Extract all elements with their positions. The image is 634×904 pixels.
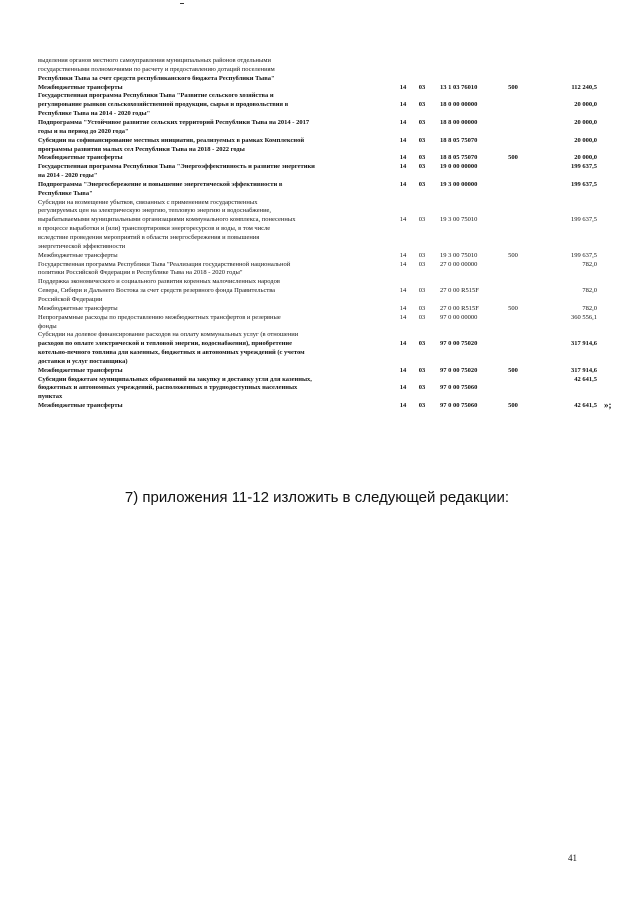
row-description: программы развития малых сел Республики Тыва на 2018 - 2022 годы <box>38 145 245 153</box>
target-code: 13 1 03 76010 <box>440 83 478 91</box>
row-description: Непрограммные расходы по предоставлению межбюджетных трансфертов и резервные <box>38 313 281 321</box>
expense-type-code: 500 <box>508 304 518 312</box>
row-description: энергетической эффективности <box>38 242 126 250</box>
target-code: 18 8 05 75070 <box>440 136 478 144</box>
section-code: 14 <box>399 136 407 144</box>
section-code: 14 <box>399 101 407 109</box>
row-description: Межбюджетные трансферты <box>38 154 123 162</box>
row-description: регулируемых цен на электрическую энергию, тепловую энергию и водоснабжение, <box>38 207 272 215</box>
subsection-code: 03 <box>418 136 426 144</box>
page-number: 41 <box>568 853 577 863</box>
target-code: 27 0 00 R515F <box>440 287 479 295</box>
row-description: Субсидии на возмещение убытков, связанных с применением государственных <box>38 198 258 206</box>
target-code: 19 3 00 75010 <box>440 251 478 259</box>
row-description: Межбюджетные трансферты <box>38 251 118 259</box>
row-description: вследствие проведения мероприятий в области энергосбережения и повышения <box>38 234 260 241</box>
target-code: 19 3 00 00000 <box>440 180 478 188</box>
amount: 199 637,5 <box>571 216 597 224</box>
section-code: 14 <box>399 260 407 268</box>
scan-mark <box>180 3 184 4</box>
row-description: Государственная программа Республики Тыва "Развитие сельского хозяйства и <box>38 92 274 100</box>
section-code: 14 <box>399 287 407 295</box>
subsection-code: 03 <box>418 163 426 171</box>
row-description: политики Российской Федерации в Республике Тыва на 2018 - 2020 годы" <box>38 269 243 277</box>
row-description: в процессе выработки и (или) транспортировки энергоресурсов и воды, в том числе <box>38 225 271 233</box>
subsection-code: 03 <box>418 340 426 348</box>
subsection-code: 03 <box>418 313 426 321</box>
target-code: 27 0 00 R515F <box>440 304 479 312</box>
target-code: 18 8 05 75070 <box>440 154 478 162</box>
expense-type-code: 500 <box>508 83 518 91</box>
subsection-code: 03 <box>418 260 426 268</box>
amount: 20 000,0 <box>574 154 597 162</box>
row-description: Межбюджетные трансферты <box>38 83 123 91</box>
amount: 317 914,6 <box>571 366 597 374</box>
amount: 782,0 <box>582 260 597 268</box>
section-code: 14 <box>399 366 407 374</box>
amount: 112 240,5 <box>571 83 597 91</box>
target-code: 97 0 00 75060 <box>440 384 478 392</box>
section-code: 14 <box>399 251 407 259</box>
subsection-code: 03 <box>418 101 426 109</box>
amount: 782,0 <box>582 287 597 295</box>
row-description: Российской Федерации <box>38 295 103 303</box>
subsection-code: 03 <box>418 251 426 259</box>
target-code: 18 8 00 00000 <box>440 118 478 126</box>
row-description: пунктах <box>38 393 63 401</box>
target-code: 19 0 00 00000 <box>440 163 478 171</box>
target-code: 19 3 00 75010 <box>440 216 478 224</box>
subsection-code: 03 <box>418 118 426 126</box>
subsection-code: 03 <box>418 402 426 410</box>
target-code: 27 0 00 00000 <box>440 260 478 268</box>
expense-type-code: 500 <box>508 154 518 162</box>
subsection-code: 03 <box>418 154 426 162</box>
section-code: 14 <box>399 313 407 321</box>
row-description: Межбюджетные трансферты <box>38 366 123 374</box>
section-code: 14 <box>399 216 407 224</box>
amount: 20 000,0 <box>574 118 597 126</box>
amount: 782,0 <box>582 304 597 312</box>
section-code: 14 <box>399 83 407 91</box>
amount: 20 000,0 <box>574 136 597 144</box>
amount: 317 914,6 <box>571 340 597 348</box>
amount: 42 641,5 <box>574 375 597 383</box>
target-code: 97 0 00 75020 <box>440 366 478 374</box>
row-description: Государственная программа Республики Тыва "Реализация государственной национальной <box>38 260 291 268</box>
section-code: 14 <box>399 402 407 410</box>
row-description: котельно-печного топлива для казенных, бюджетных и автономных учреждений (с учетом <box>38 349 305 357</box>
expense-type-code: 500 <box>508 251 518 259</box>
row-description: расходов по оплате электрической и тепловой энергии, водоснабжения), приобретение <box>38 340 292 348</box>
row-description: доставки и услуг поставщика) <box>38 357 128 365</box>
row-description: вырабатываемыми муниципальными организациями коммунального комплекса, понесенных <box>38 216 296 224</box>
amount: 20 000,0 <box>574 101 597 109</box>
subsection-code: 03 <box>418 384 426 392</box>
section-code: 14 <box>399 180 407 188</box>
subsection-code: 03 <box>418 83 426 91</box>
target-code: 97 0 00 75020 <box>440 340 478 348</box>
row-description: Межбюджетные трансферты <box>38 304 118 312</box>
subsection-code: 03 <box>418 287 426 295</box>
target-code: 97 0 00 00000 <box>440 313 478 321</box>
section-code: 14 <box>399 118 407 126</box>
closing-quote-mark: »; <box>604 400 612 411</box>
target-code: 97 0 00 75060 <box>440 402 478 410</box>
row-description: бюджетных и автономных учреждений, расположенных в труднодоступных населенных <box>38 384 298 392</box>
row-description: регулирование рынков сельскохозяйственной продукции, сырья и продовольствия в <box>38 101 289 109</box>
section-code: 14 <box>399 163 407 171</box>
row-description: выделения органов местного самоуправления муниципальных районов отдельными <box>38 57 271 64</box>
amount: 360 556,1 <box>571 313 597 321</box>
row-description: Республике Тыва на 2014 - 2020 годы" <box>38 110 151 118</box>
row-description: на 2014 - 2020 годы" <box>38 172 98 180</box>
expense-type-code: 500 <box>508 402 518 410</box>
amount: 199 637,5 <box>571 163 597 171</box>
amount: 199 637,5 <box>571 251 597 259</box>
amount: 42 641,5 <box>574 402 597 410</box>
amount: 199 637,5 <box>571 180 597 188</box>
target-code: 18 0 00 00000 <box>440 101 478 109</box>
subsection-code: 03 <box>418 304 426 312</box>
section-code: 14 <box>399 340 407 348</box>
row-description: государственными полномочиями по расчету и предоставлению дотаций поселениям <box>38 65 275 73</box>
section-code: 14 <box>399 304 407 312</box>
subsection-code: 03 <box>418 366 426 374</box>
row-description: Субсидии на долевое финансирование расходов на оплату коммунальных услуг (в отношении <box>38 331 299 339</box>
subsection-code: 03 <box>418 216 426 224</box>
subsection-code: 03 <box>418 180 426 188</box>
row-description: Государственная программа Республики Тыва "Энергоэффективность и развитие энергетики <box>38 163 315 171</box>
row-description: Поддержка экономического и социального развития коренных малочисленных народов <box>38 278 280 286</box>
row-description: Субсидии на софинансирование местных инициатив, реализуемых в рамках Комплексной <box>38 136 305 144</box>
row-description: Севера, Сибири и Дальнего Востока за счет средств резервного фонда Правительства <box>38 287 276 295</box>
row-description: годы и на период до 2020 года" <box>38 127 129 135</box>
section-code: 14 <box>399 384 407 392</box>
section-code: 14 <box>399 154 407 162</box>
row-description: фонды <box>38 322 57 330</box>
row-description: Субсидии бюджетам муниципальных образований на закупку и доставку угля для казенных, <box>38 375 312 383</box>
row-description: Подпрограмма "Энергосбережение и повышение энергетической эффективности в <box>38 180 283 188</box>
row-description: Подпрограмма "Устойчивое развитие сельских территорий Республики Тыва на 2014 - 2017 <box>38 118 310 126</box>
row-description: Республики Тыва за счет средств республиканского бюджета Республики Тыва" <box>38 74 275 82</box>
expense-type-code: 500 <box>508 366 518 374</box>
row-description: Республике Тыва" <box>38 189 93 197</box>
section-heading: 7) приложения 11-12 изложить в следующей редакции: <box>124 489 510 506</box>
row-description: Межбюджетные трансферты <box>38 402 123 410</box>
